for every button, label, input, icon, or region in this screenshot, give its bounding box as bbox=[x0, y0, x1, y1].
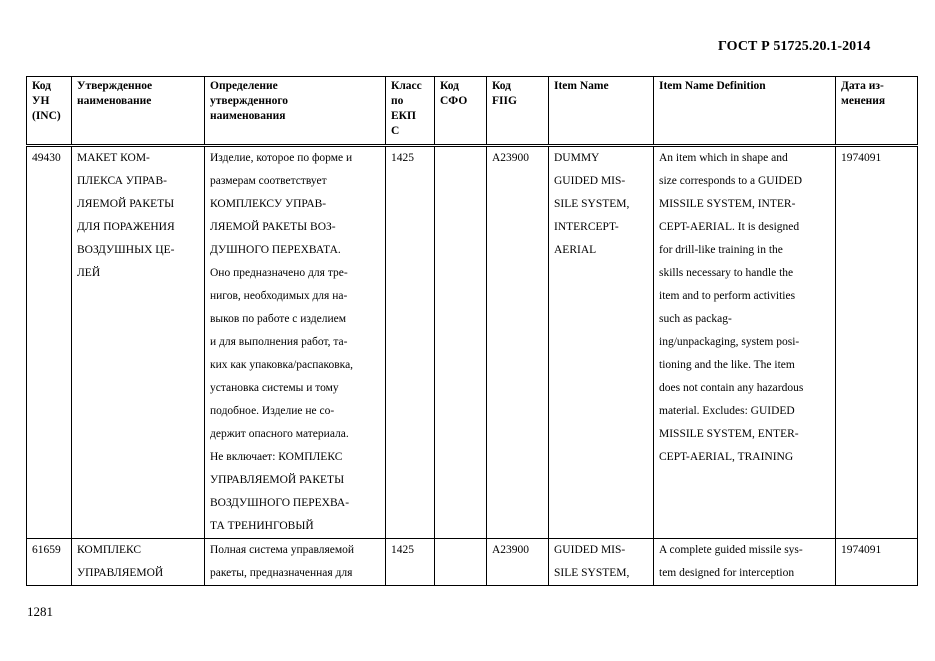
cell-sfo bbox=[435, 539, 487, 586]
cell-item-name-definition bbox=[654, 146, 836, 539]
text-line: ТА ТРЕНИНГОВЫЙ bbox=[210, 520, 314, 532]
document-id: ГОСТ Р 51725.20.1-2014 bbox=[718, 39, 871, 54]
text-line: ЛЯЕМОЙ РАКЕТЫ ВОЗ- bbox=[210, 221, 336, 233]
text-line: Полная система управляемой bbox=[210, 544, 355, 556]
text-line: item and to perform activities bbox=[659, 290, 796, 302]
text-line: Оно предназначено для тре- bbox=[210, 267, 348, 279]
text-line: и для выполнения работ, та- bbox=[210, 336, 348, 348]
text-line: утвержденного bbox=[210, 95, 289, 107]
text-line: УН bbox=[32, 95, 50, 107]
text-line: С bbox=[391, 125, 400, 137]
text-line: tem designed for interception bbox=[659, 567, 795, 579]
text-line: Дата из- bbox=[841, 80, 884, 92]
text-line: INTERCEPT- bbox=[554, 221, 619, 233]
text-line: наименование bbox=[77, 95, 152, 107]
cell-approved-name bbox=[72, 539, 205, 586]
text-line: установка системы и тому bbox=[210, 382, 339, 394]
text-line: ракеты, предназначенная для bbox=[210, 567, 353, 579]
text-line: Код bbox=[32, 80, 52, 92]
col-header-change-date bbox=[836, 77, 918, 146]
text-line: Изделие, которое по форме и bbox=[210, 152, 353, 164]
col-header-item-name bbox=[549, 77, 654, 146]
text-line: MISSILE SYSTEM, ENTER- bbox=[659, 428, 799, 440]
text-line: УПРАВЛЯЕМОЙ bbox=[77, 567, 164, 579]
text-line: GUIDED MIS- bbox=[554, 175, 626, 187]
text-line: material. Excludes: GUIDED bbox=[659, 405, 795, 417]
text-line: (INC) bbox=[32, 110, 61, 122]
col-header-sfo bbox=[435, 77, 487, 146]
cell-fiig: A23900 bbox=[487, 539, 549, 586]
text-line: An item which in shape and bbox=[659, 152, 788, 164]
text-line: SILE SYSTEM, bbox=[554, 567, 630, 579]
text-line: размерам соответствует bbox=[210, 175, 327, 187]
text-line: МАКЕТ КОМ- bbox=[77, 152, 150, 164]
table-header-row bbox=[27, 77, 918, 146]
text-line: MISSILE SYSTEM, INTER- bbox=[659, 198, 796, 210]
text-line: ing/unpackaging, system posi- bbox=[659, 336, 800, 348]
page-number: 1281 bbox=[27, 604, 53, 619]
text-line: ких как упаковка/распаковка, bbox=[210, 359, 354, 371]
col-header-approved-name bbox=[72, 77, 205, 146]
cell-definition bbox=[205, 146, 386, 539]
col-header-fiig bbox=[487, 77, 549, 146]
text-line: Определение bbox=[210, 80, 278, 92]
cell-approved-name bbox=[72, 146, 205, 539]
text-line: ЕКП bbox=[391, 110, 416, 122]
text-line: SILE SYSTEM, bbox=[554, 198, 630, 210]
text-line: CEPT-AERIAL, TRAINING bbox=[659, 451, 794, 463]
cell-item-name bbox=[549, 539, 654, 586]
text-line: skills necessary to handle the bbox=[659, 267, 794, 279]
col-header-class bbox=[386, 77, 435, 146]
text-line: по bbox=[391, 95, 404, 107]
text-line: Утвержденное bbox=[77, 80, 153, 92]
text-line: Item Name Definition bbox=[659, 80, 766, 92]
text-line: AERIAL bbox=[554, 244, 597, 256]
col-header-definition bbox=[205, 77, 386, 146]
cell-change-date: 1974091 bbox=[836, 146, 918, 539]
text-line: наименования bbox=[210, 110, 286, 122]
text-line: CEPT-AERIAL. It is designed bbox=[659, 221, 800, 233]
cell-change-date: 1974091 bbox=[836, 539, 918, 586]
text-line: Код bbox=[440, 80, 460, 92]
cell-class: 1425 bbox=[386, 539, 435, 586]
text-line: ДЛЯ ПОРАЖЕНИЯ bbox=[77, 221, 175, 233]
item-name-table bbox=[26, 76, 918, 586]
text-line: FIIG bbox=[492, 95, 517, 107]
text-line: Не включает: КОМПЛЕКС bbox=[210, 451, 343, 463]
text-line: Код bbox=[492, 80, 512, 92]
text-line: ДУШНОГО ПЕРЕХВАТА. bbox=[210, 244, 341, 256]
text-line: Item Name bbox=[554, 80, 609, 92]
text-line: ЛЕЙ bbox=[77, 267, 101, 279]
cell-sfo bbox=[435, 146, 487, 539]
cell-inc: 61659 bbox=[27, 539, 72, 586]
cell-item-name-definition bbox=[654, 539, 836, 586]
table-row bbox=[27, 146, 918, 539]
text-line: GUIDED MIS- bbox=[554, 544, 626, 556]
text-line: Класс bbox=[391, 80, 422, 92]
text-line: A complete guided missile sys- bbox=[659, 544, 803, 556]
text-line: СФО bbox=[440, 95, 468, 107]
text-line: does not contain any hazardous bbox=[659, 382, 804, 394]
text-line: tioning and the like. The item bbox=[659, 359, 795, 371]
text-line: ВОЗДУШНЫХ ЦЕ- bbox=[77, 244, 175, 256]
text-line: ПЛЕКСА УПРАВ- bbox=[77, 175, 167, 187]
text-line: ЛЯЕМОЙ РАКЕТЫ bbox=[77, 198, 175, 210]
text-line: ВОЗДУШНОГО ПЕРЕХВА- bbox=[210, 497, 350, 509]
text-line: держит опасного материала. bbox=[210, 428, 349, 440]
text-line: size corresponds to a GUIDED bbox=[659, 175, 803, 187]
text-line: DUMMY bbox=[554, 152, 600, 164]
cell-fiig: A23900 bbox=[487, 146, 549, 539]
col-header-item-name-definition bbox=[654, 77, 836, 146]
cell-inc: 49430 bbox=[27, 146, 72, 539]
cell-class: 1425 bbox=[386, 146, 435, 539]
text-line: for drill-like training in the bbox=[659, 244, 783, 256]
table-row bbox=[27, 539, 918, 586]
text-line: such as packag- bbox=[659, 313, 732, 325]
text-line: нигов, необходимых для на- bbox=[210, 290, 348, 302]
text-line: подобное. Изделие не со- bbox=[210, 405, 335, 417]
text-line: УПРАВЛЯЕМОЙ РАКЕТЫ bbox=[210, 474, 345, 486]
text-line: менения bbox=[841, 95, 886, 107]
cell-definition bbox=[205, 539, 386, 586]
text-line: выков по работе с изделием bbox=[210, 313, 347, 325]
cell-item-name bbox=[549, 146, 654, 539]
col-header-inc bbox=[27, 77, 72, 146]
text-line: КОМПЛЕКС bbox=[77, 544, 142, 556]
text-line: КОМПЛЕКСУ УПРАВ- bbox=[210, 198, 327, 210]
